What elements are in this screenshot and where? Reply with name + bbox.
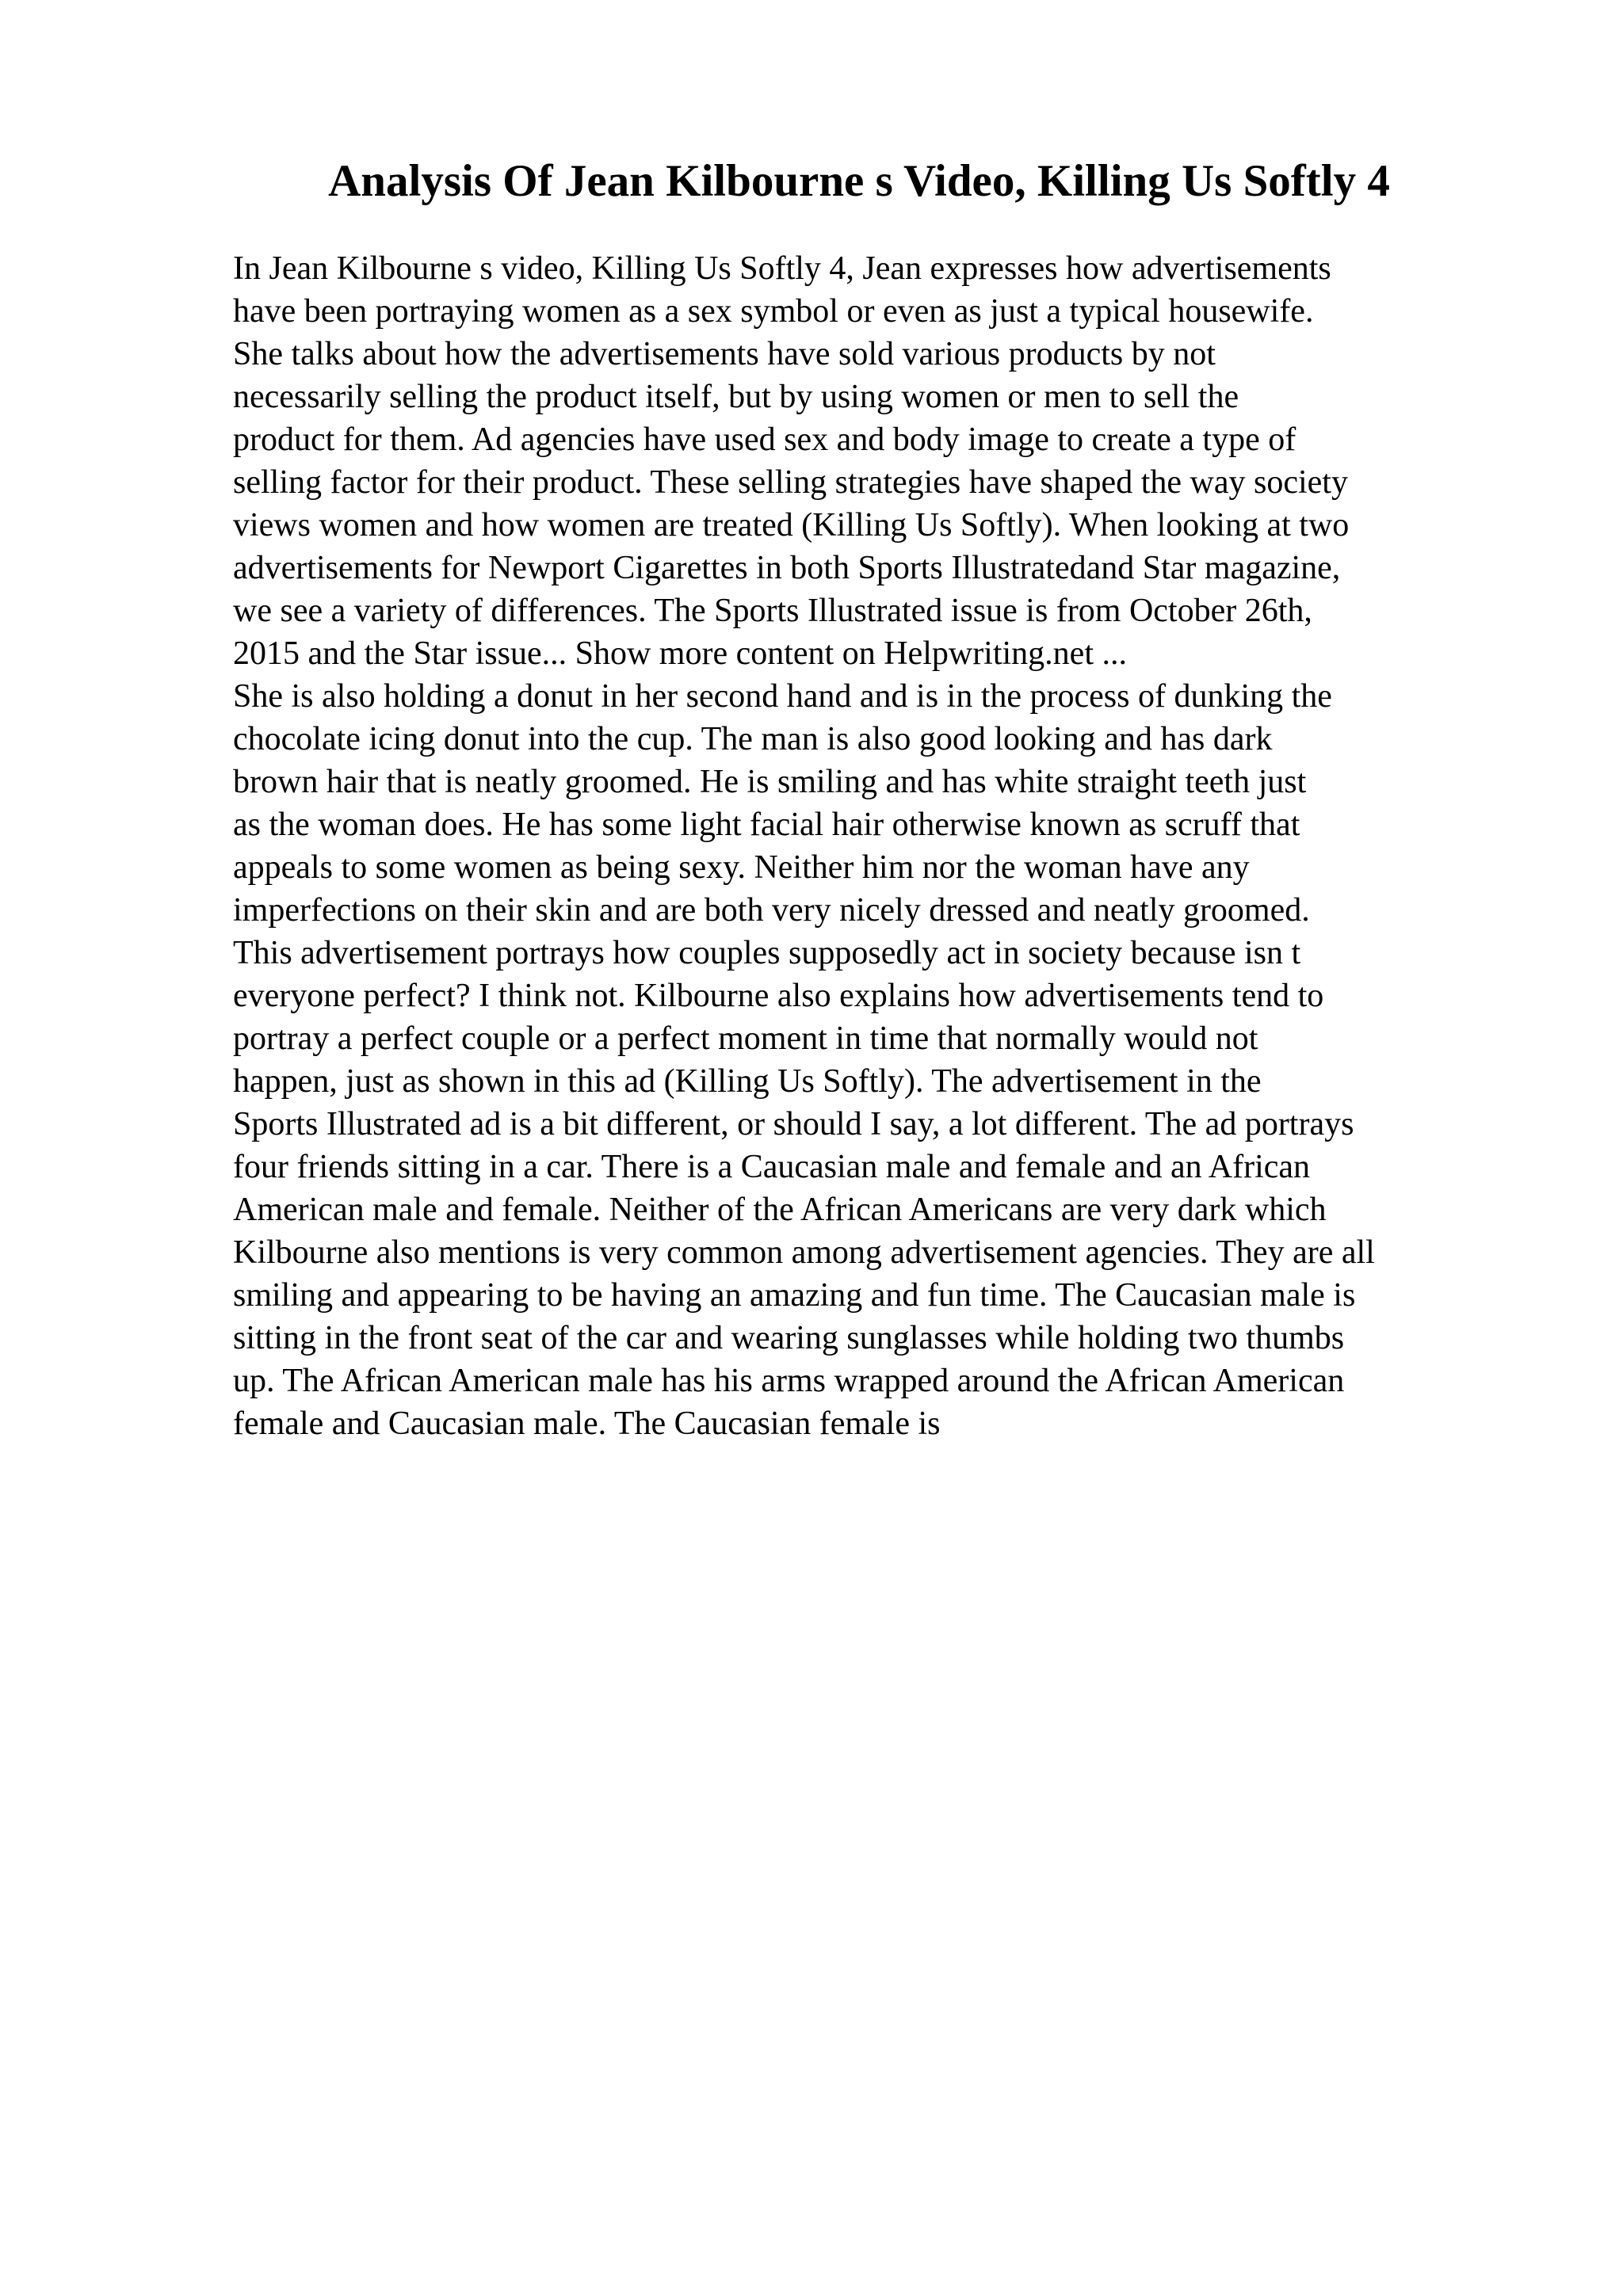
- body-line: American male and female. Neither of the African Americans are very dark which: [233, 1192, 1327, 1228]
- body-line: She talks about how the advertisements have sold various products by not: [233, 336, 1216, 372]
- body-line: Sports Illustrated ad is a bit different, or should I say, a lot different. The ad portrays: [233, 1106, 1354, 1142]
- body-line: sitting in the front seat of the car and wearing sunglasses while holding two thumbs: [233, 1320, 1345, 1356]
- body-line: appeals to some women as being sexy. Neither him nor the woman have any: [233, 849, 1250, 886]
- body-line: we see a variety of differences. The Sports Illustrated issue is from October 26th,: [233, 593, 1312, 629]
- body-line: This advertisement portrays how couples supposedly act in society because isn t: [233, 935, 1301, 971]
- body-line: female and Caucasian male. The Caucasian female is: [233, 1405, 941, 1442]
- body-line: views women and how women are treated (Killing Us Softly). When looking at two: [233, 507, 1350, 543]
- body-line: product for them. Ad agencies have used sex and body image to create a type of: [233, 421, 1296, 458]
- body-line: smiling and appearing to be having an amazing and fun time. The Caucasian male is: [233, 1277, 1356, 1314]
- body-line: advertisements for Newport Cigarettes in both Sports Illustratedand Star magazine,: [233, 550, 1341, 586]
- body-line: 2015 and the Star issue... Show more content on Helpwriting.net ...: [233, 635, 1127, 672]
- body-line: have been portraying women as a sex symbol or even as just a typical housewife.: [233, 293, 1314, 330]
- body-line: Kilbourne also mentions is very common among advertisement agencies. They are all: [233, 1234, 1375, 1271]
- body-line: brown hair that is neatly groomed. He is smiling and has white straight teeth just: [233, 764, 1307, 800]
- body-line: necessarily selling the product itself, but by using women or men to sell the: [233, 379, 1239, 415]
- body-line: imperfections on their skin and are both very nicely dressed and neatly groomed.: [233, 892, 1310, 929]
- body-line: chocolate icing donut into the cup. The man is also good looking and has dark: [233, 721, 1273, 757]
- body-line: In Jean Kilbourne s video, Killing Us Softly 4, Jean expresses how advertisements: [233, 250, 1331, 287]
- body-line: four friends sitting in a car. There is a Caucasian male and female and an African: [233, 1149, 1311, 1185]
- body-line: portray a perfect couple or a perfect moment in time that normally would not: [233, 1020, 1258, 1057]
- body-line: as the woman does. He has some light facial hair otherwise known as scruff that: [233, 807, 1300, 843]
- body-line: She is also holding a donut in her second hand and is in the process of dunking the: [233, 678, 1332, 715]
- body-line: up. The African American male has his arms wrapped around the African American: [233, 1363, 1345, 1399]
- document-body: [233, 247, 1517, 1445]
- body-line: selling factor for their product. These selling strategies have shaped the way society: [233, 464, 1348, 501]
- document-title: Analysis Of Jean Kilbourne s Video, Killing Us Softly 4: [328, 156, 1390, 206]
- body-line: everyone perfect? I think not. Kilbourne also explains how advertisements tend to: [233, 978, 1324, 1014]
- body-line: happen, just as shown in this ad (Killing Us Softly). The advertisement in the: [233, 1063, 1262, 1100]
